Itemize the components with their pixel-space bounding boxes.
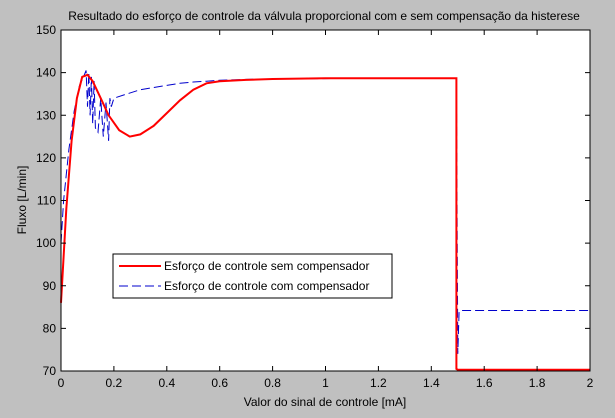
- y-tick-label: 90: [42, 278, 56, 293]
- x-tick-label: 1: [322, 376, 329, 390]
- x-tick-label: 0.4: [158, 376, 176, 390]
- legend: [113, 254, 392, 298]
- y-tick-label: 110: [36, 193, 56, 208]
- x-tick-label: 1.6: [475, 376, 493, 390]
- legend-label-com-compensador: Esforço de controle com compensador: [164, 279, 370, 293]
- y-tick-label: 150: [35, 23, 56, 37]
- chart-title: Resultado do esforço de controle da válvula proporcional com e sem compensação da histerese: [68, 9, 580, 23]
- y-tick-label: 130: [35, 108, 56, 123]
- x-tick-label: 1.4: [422, 376, 440, 390]
- x-tick-label: 0.6: [211, 376, 229, 390]
- y-tick-label: 100: [35, 236, 56, 251]
- y-tick-label: 140: [35, 65, 56, 80]
- x-tick-label: 0.8: [264, 376, 281, 390]
- plot-area: [61, 30, 590, 371]
- y-tick-label: 120: [35, 150, 56, 165]
- x-tick-label: 1.8: [528, 376, 546, 390]
- y-tick-label: 80: [42, 321, 56, 336]
- x-tick-label: 0: [57, 376, 65, 390]
- x-tick-label: 2: [586, 376, 594, 390]
- y-tick-label: 70: [42, 364, 56, 378]
- x-tick-label: 1.2: [370, 376, 387, 390]
- legend-label-sem-compensador: Esforço de controle sem compensador: [164, 259, 370, 273]
- y-axis-label: Fluxo [L/min]: [15, 165, 29, 235]
- x-tick-label: 0.2: [105, 376, 123, 390]
- x-axis-label: Valor do sinal de controle [mA]: [243, 395, 407, 409]
